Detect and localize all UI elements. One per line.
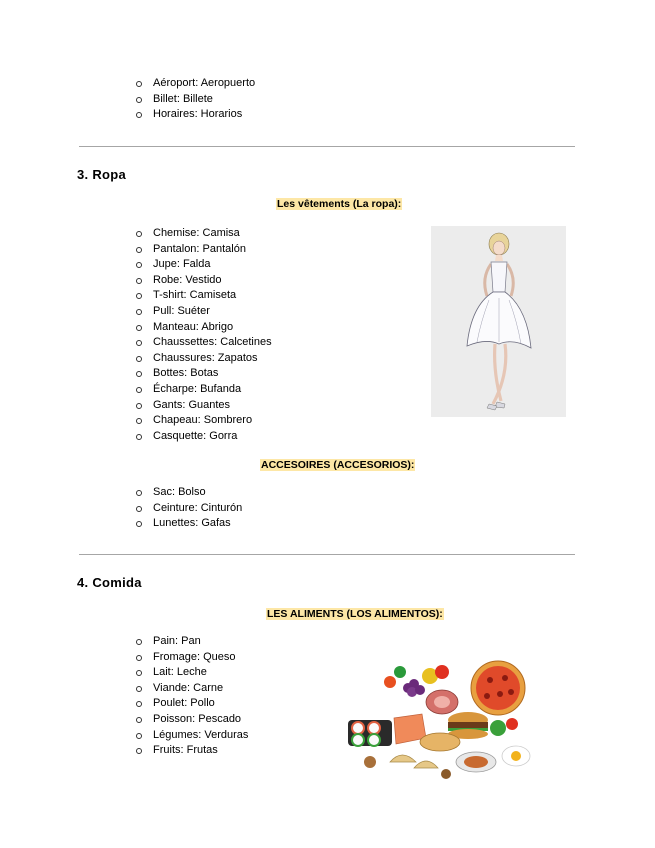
list-item: Fruits: Frutas (136, 743, 248, 759)
list-item: Billet: Billete (136, 92, 255, 108)
accessories-heading: ACCESOIRES (ACCESORIOS): (261, 459, 415, 471)
accessories-list (136, 485, 242, 532)
list-item: Lunettes: Gafas (136, 516, 242, 532)
list-item: Sac: Bolso (136, 485, 242, 501)
list-item: Horaires: Horarios (136, 107, 255, 123)
list-item: Jupe: Falda (136, 257, 272, 273)
list-item: T-shirt: Camiseta (136, 288, 272, 304)
list-item: Casquette: Gorra (136, 429, 272, 445)
list-item: Écharpe: Bufanda (136, 382, 272, 398)
list-item: Poisson: Pescado (136, 712, 248, 728)
list-item: Fromage: Queso (136, 650, 248, 666)
fashion-illustration (431, 226, 566, 417)
clothes-list (136, 226, 272, 444)
list-item: Aéroport: Aeropuerto (136, 76, 255, 92)
dress-figure-icon (431, 226, 566, 417)
list-item: Poulet: Pollo (136, 696, 248, 712)
list-item: Pain: Pan (136, 634, 248, 650)
list-item: Manteau: Abrigo (136, 320, 272, 336)
list-item: Robe: Vestido (136, 273, 272, 289)
food-list (136, 634, 248, 759)
list-item: Chaussettes: Calcetines (136, 335, 272, 351)
food-assortment-icon (330, 658, 546, 788)
clothes-heading: Les vêtements (La ropa): (277, 198, 402, 210)
list-item: Légumes: Verduras (136, 728, 248, 744)
section-title-ropa: 3. Ropa (77, 167, 127, 182)
list-item: Gants: Guantes (136, 398, 272, 414)
section-divider (79, 146, 575, 147)
list-item: Chaussures: Zapatos (136, 351, 272, 367)
food-heading: LES ALIMENTS (LOS ALIMENTOS): (267, 608, 443, 620)
section-divider (79, 554, 575, 555)
section-title-comida: 4. Comida (77, 575, 142, 590)
list-item: Viande: Carne (136, 681, 248, 697)
travel-vocab-list (136, 76, 255, 123)
list-item: Ceinture: Cinturón (136, 501, 242, 517)
list-item: Chapeau: Sombrero (136, 413, 272, 429)
list-item: Lait: Leche (136, 665, 248, 681)
list-item: Pantalon: Pantalón (136, 242, 272, 258)
list-item: Chemise: Camisa (136, 226, 272, 242)
list-item: Bottes: Botas (136, 366, 272, 382)
list-item: Pull: Suéter (136, 304, 272, 320)
food-illustration (330, 658, 546, 788)
